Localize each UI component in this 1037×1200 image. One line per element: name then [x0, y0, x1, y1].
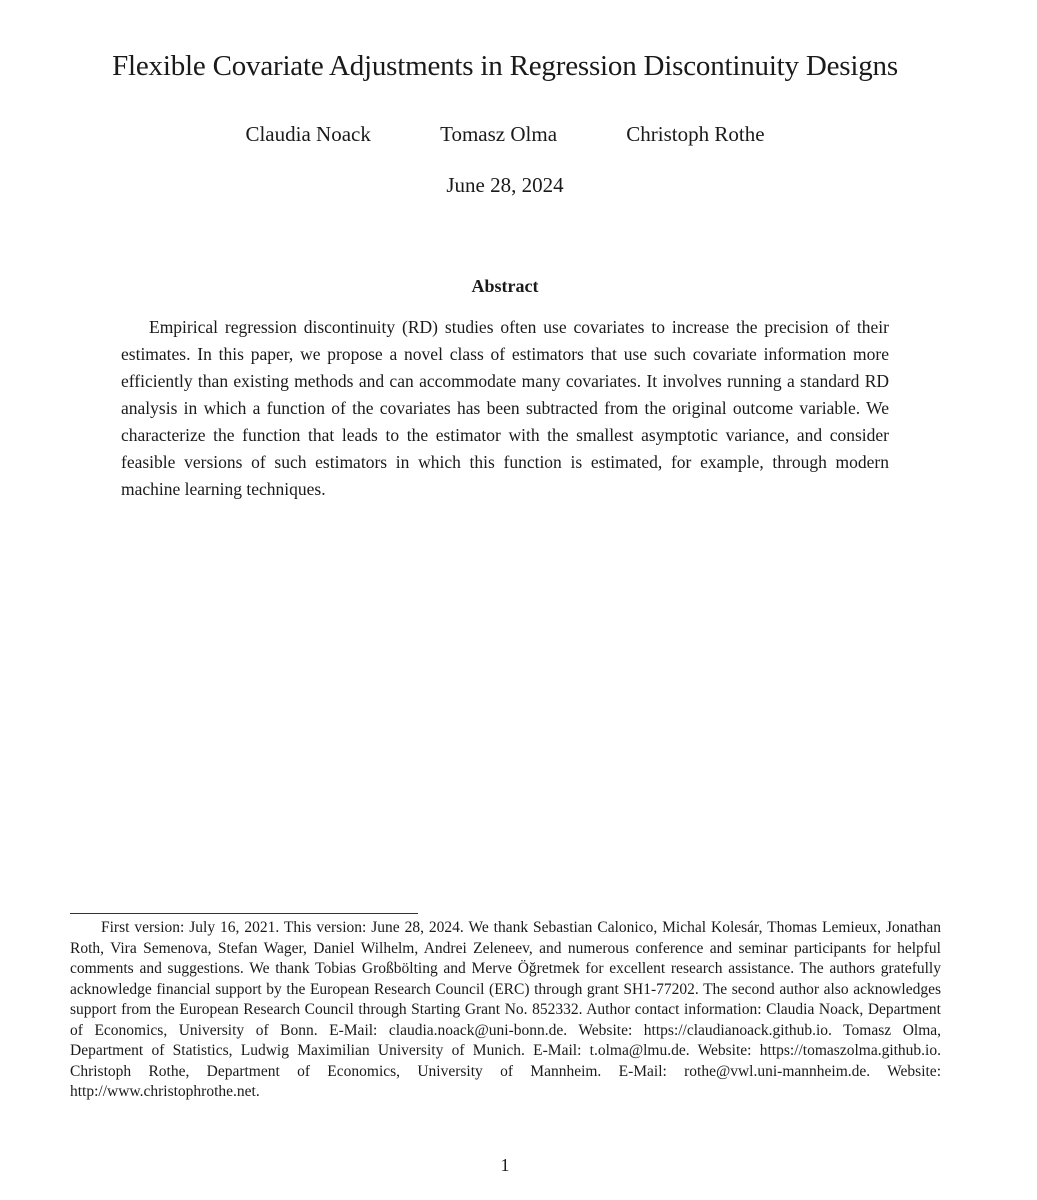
- author-name: Claudia Noack: [245, 122, 371, 146]
- paper-title: Flexible Covariate Adjustments in Regression Discontinuity Designs: [112, 50, 898, 82]
- author-list: [0, 122, 1010, 147]
- footnote-text: First version: July 16, 2021. This version: June 28, 2024. We thank Sebastian Calonico, Michal Kolesár, Thomas Lemieux, Jonathan Roth, Vira Semenova, Stefan Wager, Daniel Wilhelm, Andrei Zeleneev, and numerous conference and seminar participants for helpful comments and suggestions. We thank Tobias Großbölting and Merve Öğretmek for excellent research assistance. The authors gratefully acknowledge financial support by the European Research Council (ERC) through grant SH1-77202. The second author also acknowledges support from the European Research Council through Starting Grant No. 852332. Author contact information: Claudia Noack, Department of Economics, University of Bonn. E-Mail: claudia.noack@uni-bonn.de. Website: https://claudianoack.github.io. Tomasz Olma, Department of Statistics, Ludwig Maximilian University of Munich. E-Mail: t.olma@lmu.de. Website: https://tomaszolma.github.io. Christoph Rothe, Department of Economics, University of Mannheim. E-Mail: rothe@vwl.uni-mannheim.de. Website: http://www.christophrothe.net.: [70, 919, 941, 1100]
- author-name: Tomasz Olma: [440, 122, 558, 146]
- author-name: Christoph Rothe: [626, 122, 765, 146]
- page-number: 1: [500, 1155, 510, 1175]
- abstract-text: Empirical regression discontinuity (RD) studies often use covariates to increase the precision of their estimates. In this paper, we propose a novel class of estimators that use such covariate information more efficiently than existing methods and can accommodate many covariates. It involves running a standard RD analysis in which a function of the covariates has been subtracted from the original outcome variable. We characterize the function that leads to the estimator with the smallest asymptotic variance, and consider feasible versions of such estimators in which this function is estimated, for example, through modern machine learning techniques.: [121, 317, 889, 499]
- paper-date: June 28, 2024: [446, 173, 564, 197]
- footnote-divider: [70, 913, 418, 914]
- abstract-heading: Abstract: [471, 276, 539, 296]
